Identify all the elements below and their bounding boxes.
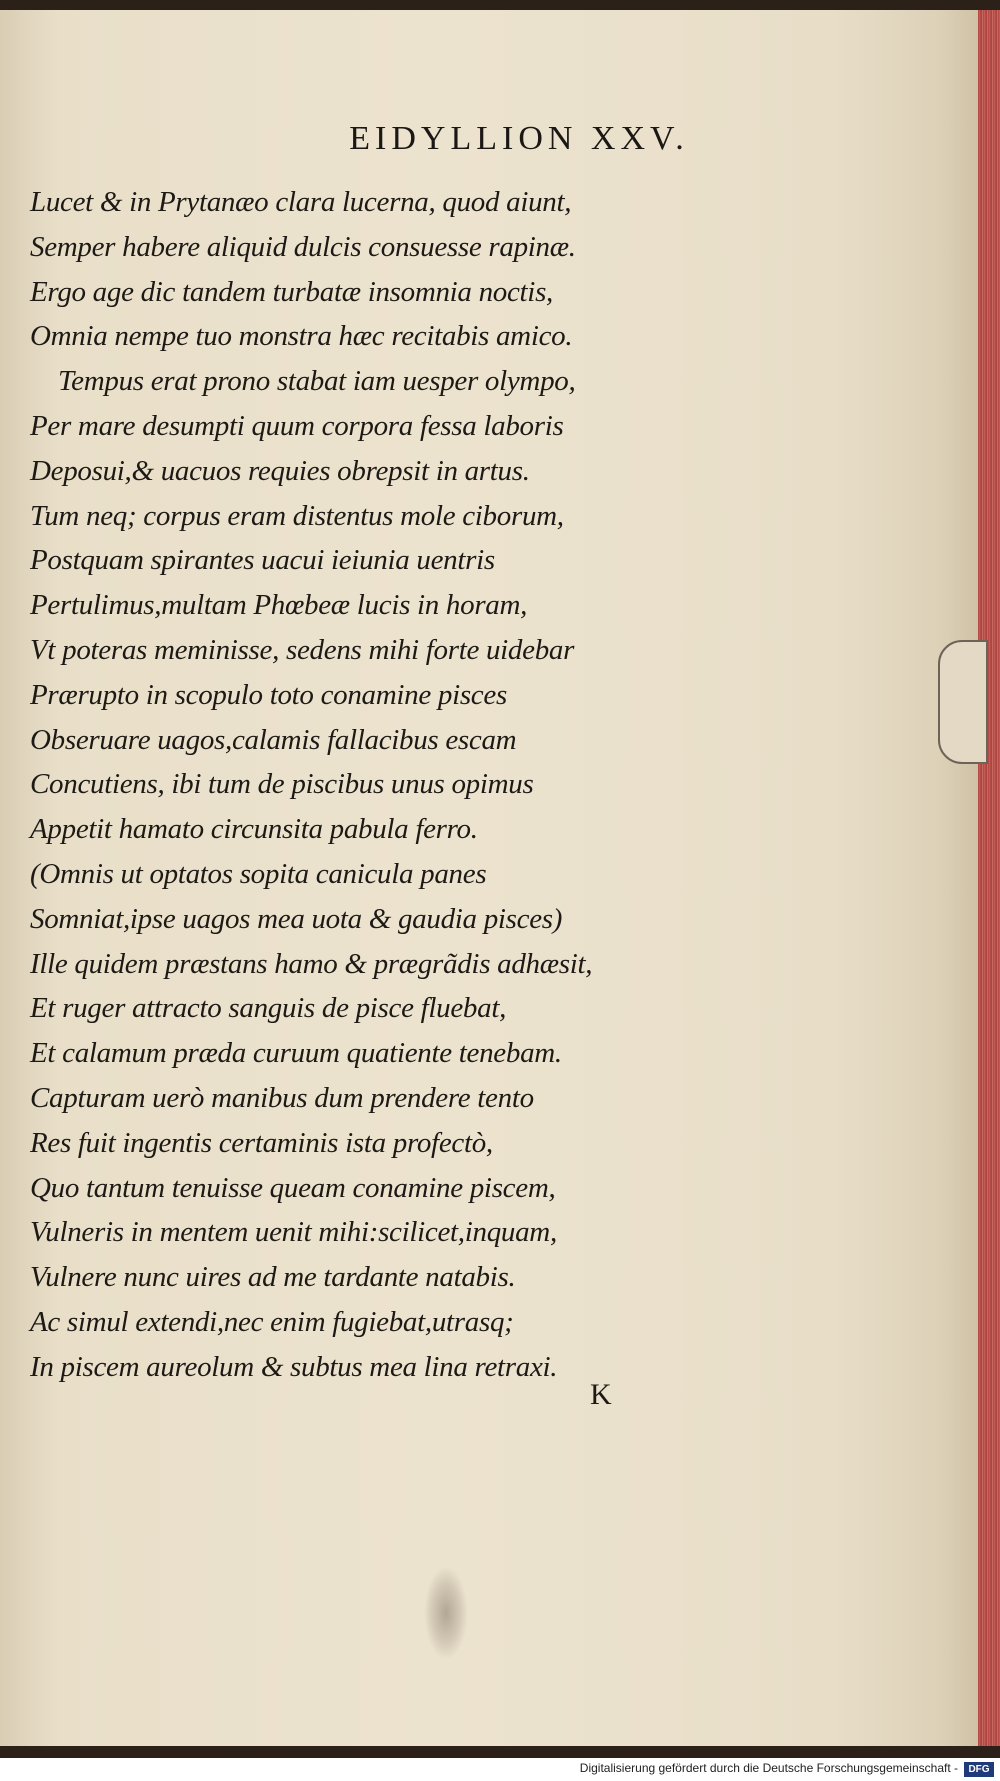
verse-line: In piscem aureolum & subtus mea lina retraxi. bbox=[30, 1350, 558, 1383]
page-edge-red bbox=[978, 10, 1000, 1746]
verse-line: Vulneris in mentem uenit mihi:scilicet,inquam, bbox=[30, 1216, 557, 1249]
dfg-logo: DFG bbox=[964, 1762, 994, 1777]
verse-line: Ergo age dic tandem turbatæ insomnia noctis, bbox=[30, 275, 554, 308]
verse-line: Obseruare uagos,calamis fallacibus escam bbox=[30, 723, 517, 756]
verse-line: Prærupto in scopulo toto conamine pisces bbox=[30, 678, 507, 711]
verse-line: (Omnis ut optatos sopita canicula panes bbox=[30, 857, 487, 890]
verse-line: Omnia nempe tuo monstra hæc recitabis amico. bbox=[30, 320, 573, 353]
verse-line: Somniat,ipse uagos mea uota & gaudia pisces) bbox=[30, 902, 563, 935]
verse-line: Postquam spirantes uacui ieiunia uentris bbox=[30, 544, 495, 577]
verse-line: Semper habere aliquid dulcis consuesse rapinæ. bbox=[30, 230, 576, 263]
running-head: EIDYLLION XXV. bbox=[349, 120, 689, 157]
verse-line: Tempus erat prono stabat iam uesper olympo, bbox=[58, 365, 576, 398]
verse-line: Ac simul extendi,nec enim fugiebat,utrasq; bbox=[30, 1305, 514, 1338]
verse-line: Capturam uerò manibus dum prendere tento bbox=[30, 1081, 534, 1114]
verse-line: Ille quidem præstans hamo & prægrãdis adhæsit, bbox=[30, 947, 593, 980]
verse-line: Quo tantum tenuisse queam conamine piscem, bbox=[30, 1171, 556, 1204]
verse-line: Res fuit ingentis certaminis ista profectò, bbox=[30, 1126, 493, 1159]
verse-line: Deposui,& uacuos requies obrepsit in artus. bbox=[30, 454, 530, 487]
verse-line: Pertulimus,multam Phœbeæ lucis in horam, bbox=[30, 589, 528, 622]
verse-line: Per mare desumpti quum corpora fessa laboris bbox=[30, 409, 564, 442]
ink-smudge bbox=[424, 1566, 468, 1660]
page-tab-marker bbox=[938, 640, 988, 764]
catchword: K bbox=[590, 1378, 612, 1411]
verse-line: Vulnere nunc uires ad me tardante natabis. bbox=[30, 1261, 516, 1294]
verse-line: Lucet & in Prytanæo clara lucerna, quod aiunt, bbox=[30, 186, 572, 218]
footer-credit: Digitalisierung gefördert durch die Deutsche Forschungsgemeinschaft - bbox=[579, 1761, 958, 1775]
verse-line: Et ruger attracto sanguis de pisce fluebat, bbox=[30, 992, 507, 1025]
verse-line: Concutiens, ibi tum de piscibus unus opimus bbox=[30, 768, 534, 801]
verse-line: Appetit hamato circunsita pabula ferro. bbox=[30, 813, 478, 846]
verse-line: Et calamum præda curuum quatiente tenebam. bbox=[30, 1037, 562, 1070]
verse-text bbox=[30, 180, 750, 1390]
verse-line: Vt poteras meminisse, sedens mihi forte uidebar bbox=[30, 633, 575, 666]
verse-line: Tum neq; corpus eram distentus mole ciborum, bbox=[30, 499, 564, 532]
